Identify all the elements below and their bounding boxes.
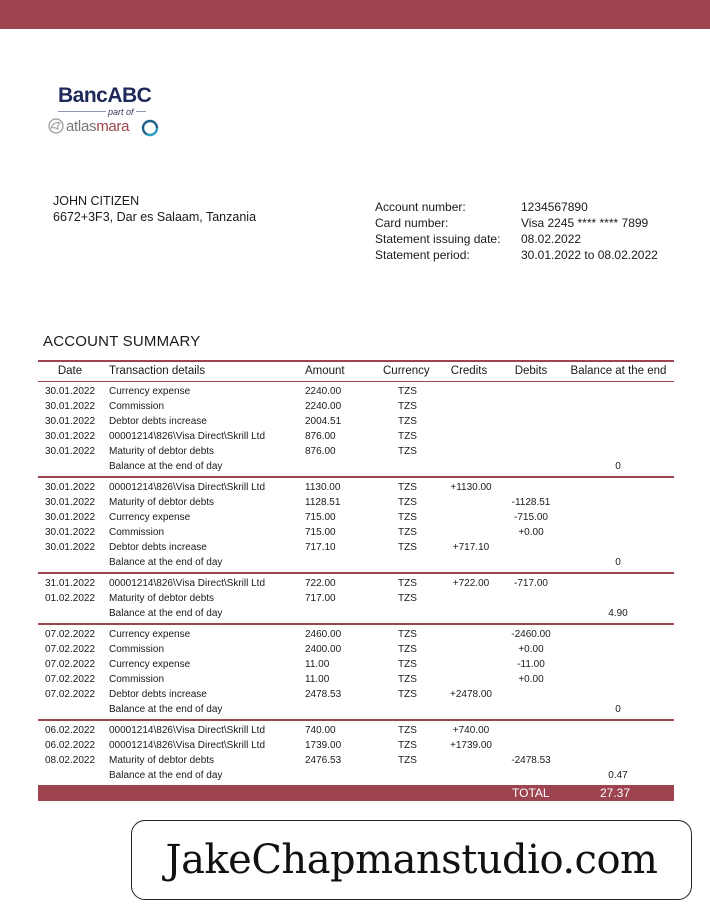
header-debits: Debits xyxy=(514,365,548,377)
customer-block xyxy=(53,193,256,225)
cell-debit: -2478.53 xyxy=(511,755,551,766)
cell-date: 30.01.2022 xyxy=(44,497,96,508)
total-value: 27.37 xyxy=(600,786,631,800)
cell-amount: 717.10 xyxy=(305,542,336,553)
watermark-text: JakeChapmanstudio.com xyxy=(165,837,658,883)
cell-currency: TZS xyxy=(398,644,417,655)
cell-debit: -11.00 xyxy=(517,659,545,670)
table-row xyxy=(38,627,674,642)
cell-details: 00001214\826\Visa Direct\Skrill Ltd xyxy=(109,482,266,493)
cell-balance: 4.90 xyxy=(608,608,628,619)
cell-date: 07.02.2022 xyxy=(44,674,96,685)
cell-credit: +717.10 xyxy=(452,542,490,553)
account-info-value: Visa 2245 **** **** 7899 xyxy=(521,216,649,230)
table-body xyxy=(38,382,674,785)
cell-date: 01.02.2022 xyxy=(44,593,96,604)
cell-details: Maturity of debtor debts xyxy=(109,755,215,766)
account-info-label: Statement issuing date: xyxy=(375,232,501,246)
logo-group-a: atlas xyxy=(66,118,97,135)
header-currency: Currency xyxy=(383,365,430,377)
table-row xyxy=(38,429,674,444)
table-row xyxy=(38,642,674,657)
cell-date: 30.01.2022 xyxy=(44,401,96,412)
cell-currency: TZS xyxy=(398,740,417,751)
total-bar xyxy=(38,785,674,801)
cell-currency: TZS xyxy=(398,689,417,700)
cell-currency: TZS xyxy=(398,755,417,766)
cell-date: 07.02.2022 xyxy=(44,659,96,670)
account-info-value: 08.02.2022 xyxy=(521,232,582,246)
cell-credit: +1130.00 xyxy=(450,482,492,493)
cell-debit: +0.00 xyxy=(518,674,544,685)
cell-date: 06.02.2022 xyxy=(44,740,96,751)
cell-details: Commission xyxy=(109,644,165,655)
cell-currency: TZS xyxy=(398,431,417,442)
cell-currency: TZS xyxy=(398,629,417,640)
cell-amount: 2240.00 xyxy=(305,386,342,397)
cell-debit: -717.00 xyxy=(514,578,548,589)
table-row xyxy=(38,591,674,606)
cell-debit: +0.00 xyxy=(518,527,544,538)
cell-currency: TZS xyxy=(398,446,417,457)
table-row xyxy=(38,444,674,459)
logo-group-b: mara xyxy=(96,118,130,135)
cell-details: 00001214\826\Visa Direct\Skrill Ltd xyxy=(109,578,266,589)
cell-currency: TZS xyxy=(398,386,417,397)
cell-date: 08.02.2022 xyxy=(44,755,96,766)
table-row xyxy=(38,753,674,768)
total-label: TOTAL xyxy=(512,786,550,800)
cell-debit: +0.00 xyxy=(518,644,544,655)
header-amount: Amount xyxy=(305,365,345,377)
cell-balance: 0 xyxy=(615,557,621,568)
cell-debit: -2460.00 xyxy=(511,629,551,640)
cell-amount: 2004.51 xyxy=(305,416,342,427)
cell-credit: +722.00 xyxy=(452,578,490,589)
cell-details: 00001214\826\Visa Direct\Skrill Ltd xyxy=(109,725,266,736)
cell-date: 06.02.2022 xyxy=(44,725,96,736)
cell-details: Maturity of debtor debts xyxy=(109,593,215,604)
day-block xyxy=(38,574,674,625)
account-info-label: Account number: xyxy=(375,200,466,214)
logo-part-of: part of xyxy=(108,107,134,117)
cell-date: 30.01.2022 xyxy=(44,542,96,553)
table-row xyxy=(38,399,674,414)
cell-currency: TZS xyxy=(398,497,417,508)
cell-details: Balance at the end of day xyxy=(109,557,223,568)
table-row xyxy=(38,738,674,753)
header-details: Transaction details xyxy=(109,365,206,377)
account-info-label: Statement period: xyxy=(375,248,470,262)
account-info-row xyxy=(375,231,658,247)
cell-date: 30.01.2022 xyxy=(44,512,96,523)
cell-amount: 2478.53 xyxy=(305,689,342,700)
logo-group-name xyxy=(66,118,129,135)
cell-date: 30.01.2022 xyxy=(44,416,96,427)
cell-amount: 2476.53 xyxy=(305,755,342,766)
transactions-table xyxy=(38,360,674,801)
cell-details: Debtor debts increase xyxy=(109,689,207,700)
cell-details: 00001214\826\Visa Direct\Skrill Ltd xyxy=(109,740,266,751)
cell-date: 31.01.2022 xyxy=(44,578,96,589)
day-block xyxy=(38,382,674,478)
cell-amount: 1739.00 xyxy=(305,740,342,751)
cell-balance: 0 xyxy=(615,704,621,715)
cell-amount: 717.00 xyxy=(305,593,336,604)
cell-currency: TZS xyxy=(398,401,417,412)
cell-currency: TZS xyxy=(398,542,417,553)
header-date: Date xyxy=(57,365,83,377)
table-header xyxy=(38,362,674,382)
cell-details: Debtor debts increase xyxy=(109,542,207,553)
account-info xyxy=(375,199,658,263)
table-row xyxy=(38,702,674,717)
cell-currency: TZS xyxy=(398,527,417,538)
account-info-value: 1234567890 xyxy=(521,200,588,214)
cell-amount: 2400.00 xyxy=(305,644,342,655)
cell-currency: TZS xyxy=(398,578,417,589)
cell-date: 07.02.2022 xyxy=(44,689,96,700)
section-title: ACCOUNT SUMMARY xyxy=(43,333,201,350)
cell-date: 30.01.2022 xyxy=(44,431,96,442)
cell-details: Commission xyxy=(109,401,165,412)
customer-address: 6672+3F3, Dar es Salaam, Tanzania xyxy=(53,210,257,224)
cell-date: 30.01.2022 xyxy=(44,527,96,538)
account-info-row xyxy=(375,199,658,215)
cell-amount: 715.00 xyxy=(305,527,336,538)
table-row xyxy=(38,459,674,474)
table-row xyxy=(38,495,674,510)
table-row xyxy=(38,657,674,672)
table-row xyxy=(38,606,674,621)
cell-details: Debtor debts increase xyxy=(109,416,207,427)
cell-credit: +2478.00 xyxy=(450,689,492,700)
table-row xyxy=(38,414,674,429)
header-credits: Credits xyxy=(450,365,488,377)
cell-currency: TZS xyxy=(398,674,417,685)
cell-details: Currency expense xyxy=(109,629,191,640)
cell-amount: 1128.51 xyxy=(305,497,341,508)
cell-balance: 0 xyxy=(615,461,621,472)
ring-icon xyxy=(141,119,159,137)
cell-amount: 876.00 xyxy=(305,431,336,442)
cell-amount: 11.00 xyxy=(305,674,330,685)
table-row xyxy=(38,768,674,783)
customer-name: JOHN CITIZEN xyxy=(53,194,140,208)
cell-details: Balance at the end of day xyxy=(109,704,223,715)
table-row xyxy=(38,576,674,591)
header-balance: Balance at the end xyxy=(570,365,667,377)
account-info-value: 30.01.2022 to 08.02.2022 xyxy=(521,248,658,262)
cell-details: Commission xyxy=(109,674,165,685)
day-block xyxy=(38,625,674,721)
table-row xyxy=(38,510,674,525)
day-block xyxy=(38,721,674,785)
cell-amount: 740.00 xyxy=(305,725,336,736)
table-row xyxy=(38,555,674,570)
cell-details: Currency expense xyxy=(109,659,191,670)
logo-brand: BancABC xyxy=(58,84,152,107)
table-row xyxy=(38,672,674,687)
lion-icon xyxy=(46,116,66,136)
cell-currency: TZS xyxy=(398,482,417,493)
cell-currency: TZS xyxy=(398,416,417,427)
table-row xyxy=(38,723,674,738)
cell-details: Commission xyxy=(109,527,165,538)
table-row xyxy=(38,525,674,540)
cell-details: Currency expense xyxy=(109,512,191,523)
cell-credit: +740.00 xyxy=(452,725,490,736)
header-band xyxy=(0,0,710,29)
cell-amount: 2240.00 xyxy=(305,401,342,412)
cell-currency: TZS xyxy=(398,593,417,604)
cell-details: Maturity of debtor debts xyxy=(109,446,215,457)
cell-details: Balance at the end of day xyxy=(109,608,223,619)
table-row xyxy=(38,687,674,702)
cell-date: 30.01.2022 xyxy=(44,482,96,493)
cell-date: 07.02.2022 xyxy=(44,644,96,655)
cell-currency: TZS xyxy=(398,512,417,523)
cell-credit: +1739.00 xyxy=(450,740,492,751)
cell-currency: TZS xyxy=(398,659,417,670)
cell-details: Balance at the end of day xyxy=(109,461,223,472)
day-block xyxy=(38,478,674,574)
watermark-box xyxy=(131,820,692,900)
cell-details: Maturity of debtor debts xyxy=(109,497,215,508)
cell-debit: -715.00 xyxy=(514,512,548,523)
account-info-row xyxy=(375,247,658,263)
cell-balance: 0.47 xyxy=(608,770,628,781)
cell-date: 30.01.2022 xyxy=(44,446,96,457)
cell-amount: 722.00 xyxy=(305,578,336,589)
cell-details: 00001214\826\Visa Direct\Skrill Ltd xyxy=(109,431,266,442)
table-row xyxy=(38,384,674,399)
table-row xyxy=(38,480,674,495)
cell-amount: 2460.00 xyxy=(305,629,342,640)
cell-amount: 1130.00 xyxy=(305,482,341,493)
bank-logo xyxy=(46,84,176,144)
account-info-label: Card number: xyxy=(375,216,449,230)
account-info-row xyxy=(375,215,658,231)
cell-amount: 11.00 xyxy=(305,659,330,670)
cell-date: 07.02.2022 xyxy=(44,629,96,640)
cell-amount: 876.00 xyxy=(305,446,336,457)
table-row xyxy=(38,540,674,555)
cell-date: 30.01.2022 xyxy=(44,386,96,397)
cell-currency: TZS xyxy=(398,725,417,736)
cell-debit: -1128.51 xyxy=(511,497,551,508)
cell-amount: 715.00 xyxy=(305,512,336,523)
cell-details: Currency expense xyxy=(109,386,191,397)
cell-details: Balance at the end of day xyxy=(109,770,223,781)
